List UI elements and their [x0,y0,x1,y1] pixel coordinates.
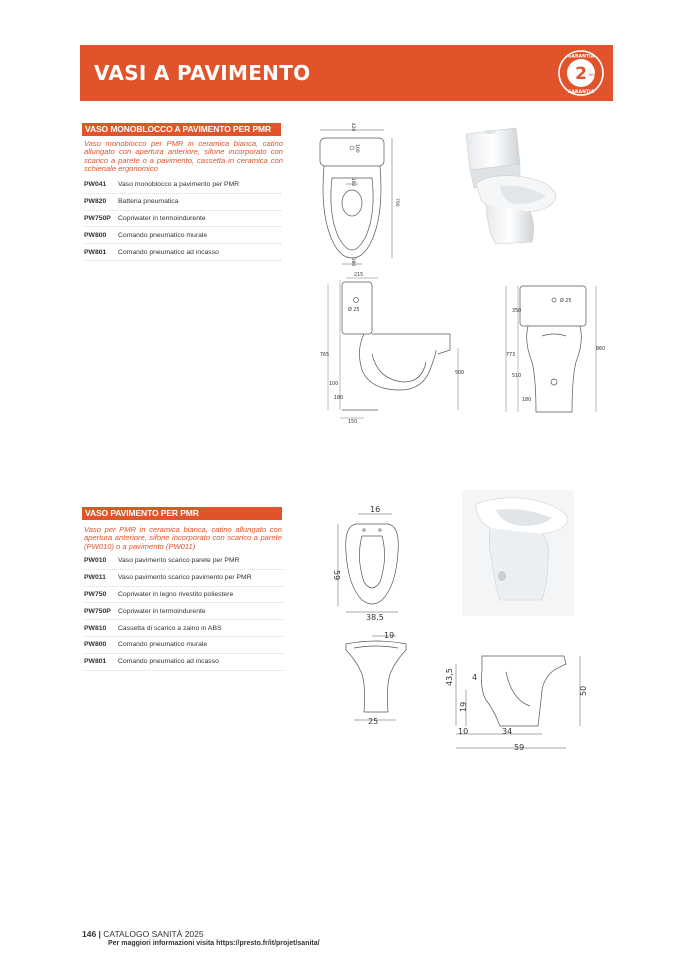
badge-number: 2 [575,64,587,84]
list-item [84,603,283,620]
section2-code-list [84,553,283,671]
item-code: PW800 [84,641,107,649]
item-code: PW801 [84,248,107,256]
dim-label: 510 [512,374,522,379]
dim-label: 860 [596,347,606,352]
dim-label: 10 [458,727,469,736]
dim-label: 350 [512,309,522,314]
item-code: PW011 [84,574,106,582]
dim-label: 59 [514,743,525,752]
list-item [84,637,283,654]
list-item [84,654,283,671]
item-code: PW750 [84,590,107,598]
item-code: PW010 [84,557,107,565]
catalog-name: CATALOGO SANITÀ 2025 [103,929,204,939]
monoblock-toilet-photo [456,124,566,254]
badge-text-bottom: GARANTIA [567,90,595,95]
item-label: Comando pneumatico murale [118,641,208,649]
monoblock-front-view-drawing [500,282,610,422]
dim-label: 420 [350,122,355,132]
section1-code-list [84,177,281,261]
dim-label: 765 [320,353,330,358]
dim-label: 16 [370,505,381,514]
dim-label: 790 [394,198,399,207]
item-label: Cassetta di scarico a zaino in ABS [118,624,222,632]
item-label: Comando pneumatico murale [118,231,208,239]
page-title: VASI A PAVIMENTO [94,61,311,85]
list-item [84,570,283,587]
item-label: Vaso pavimento scarico pavimento per PMR [118,574,252,582]
floor-toilet-photo [462,490,574,616]
footer-info-text: Per maggiori informazioni visita https://presto.fr/it/projet/sanita/ [108,940,320,947]
dim-label: 180 [334,396,344,401]
header-banner [80,45,613,101]
dim-label: 150 [348,420,358,425]
badge-text-top: GARANTIA [567,54,595,60]
dim-label: 4 [472,673,478,682]
item-label: Batteria pneumatica [118,198,179,206]
dim-label: 100 [329,382,339,387]
dim-label: 19 [459,701,468,712]
item-code: PW750P [84,214,111,222]
item-code: PW041 [84,181,107,189]
warranty-badge-icon [557,49,605,97]
badge-unit: ans [588,72,596,77]
floor-toilet-side-view-drawing [446,650,594,756]
dim-label: 34 [502,727,513,736]
dim-label: 160 [350,177,355,187]
item-label: Comando pneumatico ad incasso [118,658,219,666]
dim-label: 380 [350,257,355,267]
dim-label: 180 [522,398,532,403]
dim-label: 38.5 [366,613,384,622]
list-item [84,227,281,244]
item-label: Copriwater in legno rivestito poliestere [118,590,234,598]
section1-title: VASO MONOBLOCCO A PAVIMENTO PER PMR [82,123,281,136]
list-item [84,620,283,637]
dim-label: 19 [384,631,395,640]
footer-page-number [82,929,204,939]
dim-label: 500 [455,371,465,376]
list-item [84,587,283,604]
item-label: Copriwater in termoindurente [118,214,206,222]
dim-label: 100 [354,144,359,153]
dim-label: 773 [506,353,516,358]
dim-label: 215 [354,273,364,278]
dim-label: Ø 25 [348,308,360,313]
item-code: PW810 [84,624,107,632]
section2-description: Vaso per PMR in ceramica bianca, catino allungato con apertura anteriore, sifone incorporato con scarico a parete (PW010) o a pavimento (PW011) [84,525,282,551]
dim-label: 59 [332,570,341,581]
floor-toilet-top-view-drawing [330,502,410,622]
item-code: PW750P [84,607,111,615]
list-item [84,211,281,228]
dim-label: Ø 25 [560,299,572,304]
monoblock-top-view-drawing [310,118,400,268]
item-label: Vaso pavimento scarico parete per PMR [118,557,240,565]
page-number: 146 | [82,929,101,939]
item-code: PW800 [84,231,107,239]
section1-description: Vaso monoblocco per PMR in ceramica bianca, catino allungato con apertura anteriore, sifone incorporato con scarico a parete o a pavimento, cassetta in ceramica con schienale ergonomico [84,139,283,174]
item-label: Copriwater in termoindurente [118,607,206,615]
dim-label: 50 [579,685,588,696]
item-code: PW801 [84,658,107,666]
item-code: PW820 [84,198,107,206]
list-item [84,553,283,570]
dim-label: 25 [368,717,379,726]
monoblock-side-view-drawing [318,270,468,425]
section2-title: VASO PAVIMENTO PER PMR [82,507,282,520]
list-item [84,177,281,194]
item-label: Vaso monoblocco a pavimento per PMR [118,181,240,189]
list-item [84,194,281,211]
list-item [84,244,281,261]
dim-label: 43,5 [445,668,454,686]
floor-toilet-front-view-drawing [336,628,416,728]
item-label: Comando pneumatico ad incasso [118,248,219,256]
